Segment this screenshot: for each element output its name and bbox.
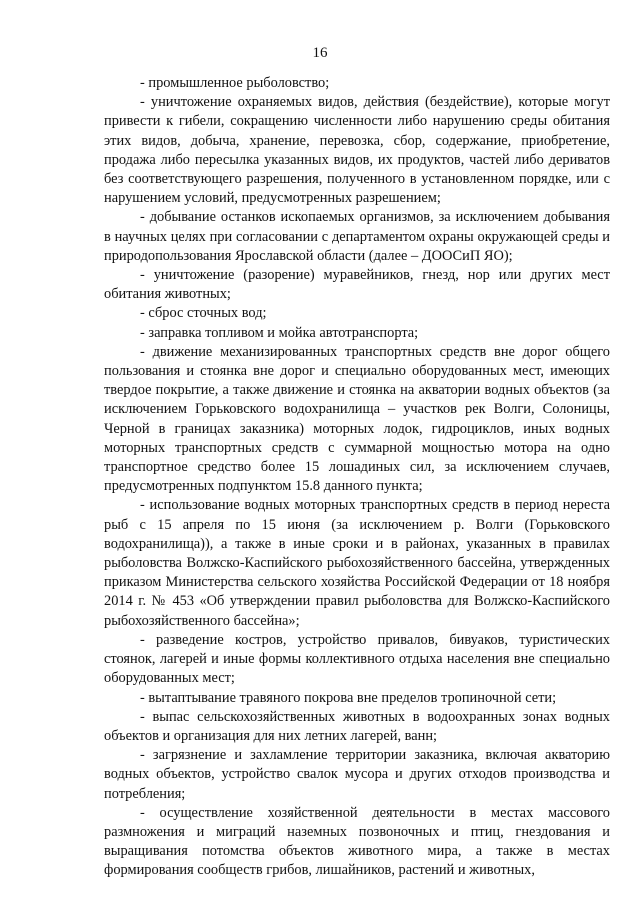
paragraph-protected-species: - уничтожение охраняемых видов, действия (бездействие), которые могут привести к гибели, сокращению численности либо нарушению среды обитания этих видов, добыча, хранение, перевозка, сбор, содержание, приобретение, продажа либо пересылка указанных видов, их продуктов, частей либо дериватов без соответствующего разрешения, полученного в установленном порядке, или с нарушением условий, предусмотренных разрешением; (104, 94, 610, 207)
paragraph-industrial-fishing: - промышленное рыболовство; (140, 75, 330, 91)
paragraph-economic-activity: - осуществление хозяйственной деятельности в местах массового размножения и миграций наземных позвоночных и птиц, гнездования и выращивания потомства объектов животного мира, а также в местах формирования сообществ грибов, лишайников, растений и животных, (104, 804, 610, 879)
page-number: 16 (312, 45, 328, 61)
paragraph-vehicle-movement: - движение механизированных транспортных средств вне дорог общего пользования и стоянка вне дорог и специально оборудованных мест, имеющих твердое покрытие, а также движение и стоянка на акватории водных объектов (за исключением Горьковского водохранилища – участков рек Волги, Солоницы, Черной в границах заказника) моторных лодок, гидроциклов, иных водных моторных транспортных средств с суммарной мощностью мотора на одно транспортное средство более 15 лошадиных сил, за исключением случаев, предусмотренных подпунктом 15.8 данного пункта; (104, 343, 610, 495)
body-text (104, 74, 610, 881)
paragraph-grazing: - выпас сельскохозяйственных животных в водоохранных зонах водных объектов и организация для них летних лагерей, ванн; (104, 708, 610, 744)
paragraph-trampling: - вытаптывание травяного покрова вне пределов тропиночной сети; (140, 689, 557, 706)
paragraph-motor-watercraft: - использование водных моторных транспортных средств в период нереста рыб с 15 апреля по 15 июня (за исключением р. Волги (Горьковского водохранилища)), а также в иные сроки и в районах, указанных в правилах рыболовства Волжско-Каспийского рыбохозяйственного бассейна, утвержденных приказом Министерства сельского хозяйства Российской Федерации от 18 ноября 2014 г. № 453 «Об утверждении правил рыболовства для Волжско-Каспийского рыбохозяйственного бассейна»; (104, 497, 610, 629)
paragraph-refueling: - заправка топливом и мойка автотранспорта; (140, 324, 419, 341)
paragraph-campfires: - разведение костров, устройство привалов, бивуаков, туристических стоянок, лагерей и иные формы коллективного отдыха населения вне специально оборудованных мест; (104, 631, 610, 687)
paragraph-pollution: - загрязнение и захламление территории заказника, включая акваторию водных объектов, устройство свалок мусора и других отходов производства и потребления; (104, 747, 610, 802)
paragraph-animal-habitats: - уничтожение (разорение) муравейников, гнезд, нор или других мест обитания животных; (104, 267, 610, 303)
paragraph-wastewater: - сброс сточных вод; (140, 305, 267, 322)
paragraph-fossil-remains: - добывание останков ископаемых организмов, за исключением добывания в научных целях при согласовании с департаментом охраны окружающей среды и природопользования Ярославской области (далее – ДООСиП ЯО); (104, 209, 610, 264)
